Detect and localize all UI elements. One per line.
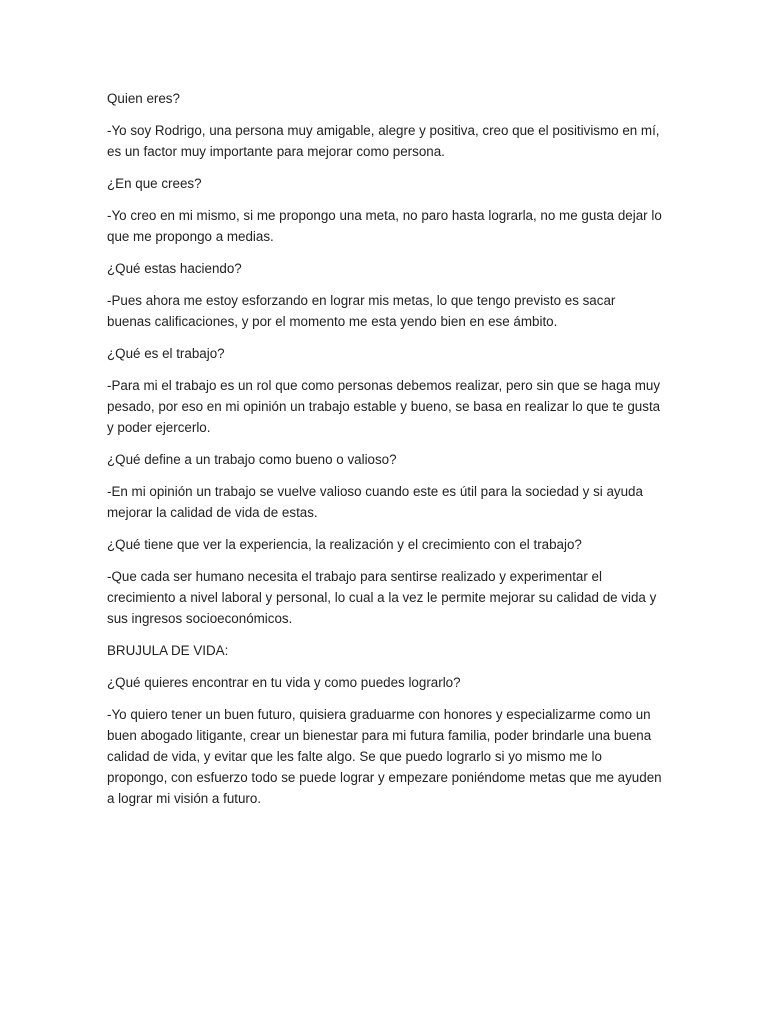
answer-what-do-you-want: -Yo quiero tener un buen futuro, quisiera graduarme con honores y especializarme como un buen abogado litigante, crear un bienestar para mi futura familia, poder brindarle una buena calidad de vida, y evitar que les falte algo. Se que puedo lograrlo si yo mismo me lo propongo, con esfuerzo todo se puede lograr y empezare poniéndome metas que me ayuden a lograr mi visión a futuro.	[107, 707, 662, 806]
question-what-do-you-want: ¿Qué quieres encontrar en tu vida y como puedes lograrlo?	[107, 675, 461, 690]
answer-what-is-work: -Para mi el trabajo es un rol que como personas debemos realizar, pero sin que se haga muy pesado, por eso en mi opinión un trabajo estable y bueno, se basa en realizar lo que te gusta y poder ejercerlo.	[107, 378, 661, 435]
question-experience-growth: ¿Qué tiene que ver la experiencia, la realización y el crecimiento con el trabajo?	[107, 537, 582, 552]
answer-who-are-you: -Yo soy Rodrigo, una persona muy amigable, alegre y positiva, creo que el positivismo en mí, es un factor muy importante para mejorar como persona.	[107, 123, 660, 159]
answer-experience-growth: -Que cada ser humano necesita el trabajo para sentirse realizado y experimentar el crecimiento a nivel laboral y personal, lo cual a la vez le permite mejorar su calidad de vida y sus ingresos socioeconómicos.	[107, 569, 657, 626]
question-valuable-work: ¿Qué define a un trabajo como bueno o valioso?	[107, 452, 397, 467]
document-page	[107, 88, 662, 820]
section-heading-life-compass: BRUJULA DE VIDA:	[107, 643, 229, 658]
answer-what-are-you-doing: -Pues ahora me estoy esforzando en lograr mis metas, lo que tengo previsto es sacar buenas calificaciones, y por el momento me esta yendo bien en ese ámbito.	[107, 293, 616, 329]
question-what-is-work: ¿Qué es el trabajo?	[107, 346, 225, 361]
answer-what-do-you-believe: -Yo creo en mi mismo, si me propongo una meta, no paro hasta lograrla, no me gusta dejar lo que me propongo a medias.	[107, 208, 662, 244]
question-what-are-you-doing: ¿Qué estas haciendo?	[107, 261, 242, 276]
answer-valuable-work: -En mi opinión un trabajo se vuelve valioso cuando este es útil para la sociedad y si ayuda mejorar la calidad de vida de estas.	[107, 484, 643, 520]
question-who-are-you: Quien eres?	[107, 91, 180, 106]
question-what-do-you-believe: ¿En que crees?	[107, 176, 202, 191]
